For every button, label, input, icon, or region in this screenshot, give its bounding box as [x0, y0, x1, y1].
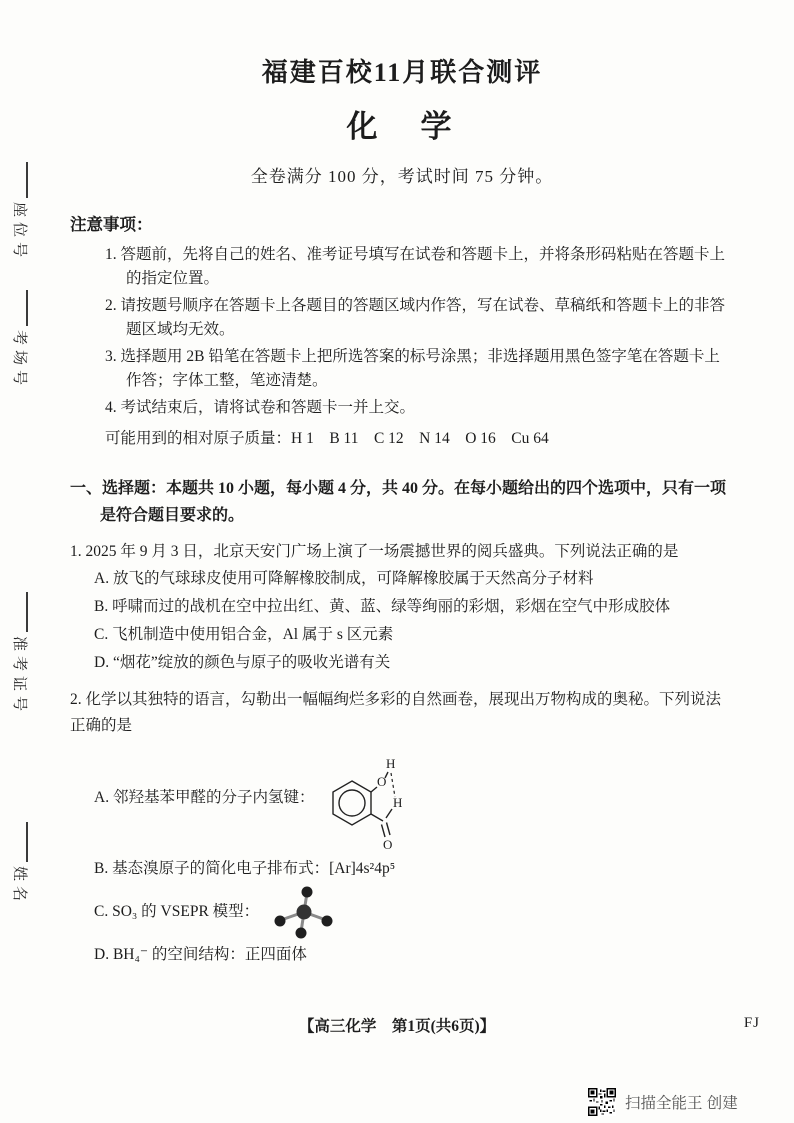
name-label: 姓名: [11, 866, 27, 907]
question1-stem: 1. 2025 年 9 月 3 日，北京天安门广场上演了一场震撼世界的阅兵盛典。下列说法正确的是: [70, 542, 679, 560]
room-number-blank-line: [26, 290, 28, 326]
admission-number-label: 准考证号: [11, 636, 27, 717]
subject-title: 化 学: [346, 109, 458, 144]
question2-option-b-label: B. 基态溴原子的简化电子排布式：: [94, 860, 330, 878]
question1-option-b: B. 呼啸而过的战机在空中拉出红、黄、蓝、绿等绚丽的彩烟，彩烟在空气中形成胶体: [94, 598, 671, 616]
watermark-text: 扫描全能王 创建: [625, 1095, 738, 1112]
question2-option-d: D. BH₄⁻ 的空间结构：正四面体: [94, 946, 307, 964]
question2-option-c: [70, 883, 734, 941]
admission-number-blank-line: [26, 592, 28, 632]
section1-header: 一、选择题：本题共 10 小题，每小题 4 分，共 40 分。在每小题给出的四个选项中，只有一项是符合题目要求的。: [70, 480, 727, 524]
seat-number-blank-line: [26, 162, 28, 198]
qr-code-icon: [588, 1088, 616, 1116]
footer-page-label: 【高三化学 第1页(共6页)】: [298, 1018, 496, 1035]
atom-label-h-mid: H: [393, 795, 403, 811]
atom-label-o-top: O: [377, 774, 387, 790]
question1-option-a: A. 放飞的气球球皮使用可降解橡胶制成，可降解橡胶属于天然高分子材料: [94, 570, 594, 588]
seat-number-label: 座位号: [11, 202, 27, 263]
question1-option-d: D. “烟花”绽放的颜色与原子的吸收光谱有关: [94, 653, 391, 671]
vsepr-ball-stick-model-diagram: [267, 883, 341, 941]
footer-paper-code: FJ: [743, 1015, 760, 1031]
question2-stem: 2. 化学以其独特的语言，勾勒出一幅幅绚烂多彩的自然画卷，展现出万物构成的奥秘。下列说法正确的是: [70, 690, 722, 735]
exam-info-line: 全卷满分 100 分，考试时间 75 分钟。: [250, 167, 554, 186]
salicylaldehyde-structure-diagram: [320, 739, 420, 855]
notice-item-1: 1. 答题前，先将自己的姓名、准考证号填写在试卷和答题卡上，并将条形码粘贴在答题卡上的指定位置。: [105, 246, 726, 288]
notice-header: 注意事项：: [70, 215, 153, 234]
question2-option-b: [70, 855, 734, 883]
question2-option-c-label: C. SO₃ 的 VSEPR 模型：: [94, 903, 260, 921]
atomic-mass-line: 可能用到的相对原子质量：H 1 B 11 C 12 N 14 O 16 Cu 64: [105, 430, 549, 448]
scanner-watermark: [588, 1088, 738, 1116]
page-content: [70, 52, 734, 969]
atom-label-h-top: H: [386, 756, 396, 772]
room-number-label: 考场号: [11, 330, 27, 391]
atom-label-o-bottom: O: [383, 837, 393, 853]
notice-item-2: 2. 请按题号顺序在答题卡上各题目的答题区域内作答，写在试卷、草稿纸和答题卡上的非答题区域均无效。: [105, 297, 726, 339]
electron-configuration-formula: [Ar]4s²4p⁵: [329, 860, 396, 878]
exam-title: 福建百校11月联合测评: [261, 58, 543, 87]
notice-item-4: 4. 考试结束后，请将试卷和答题卡一并上交。: [105, 399, 416, 417]
name-blank-line: [26, 822, 28, 862]
question2-option-a: [70, 739, 734, 855]
question2-option-a-label: A. 邻羟基苯甲醛的分子内氢键：: [94, 788, 315, 806]
question1-option-c: C. 飞机制造中使用铝合金，Al 属于 s 区元素: [94, 626, 394, 644]
page-footer: [0, 1014, 794, 1036]
notice-item-3: 3. 选择题用 2B 铅笔在答题卡上把所选答案的标号涂黑；非选择题用黑色签字笔在答题卡上作答；字体工整，笔迹清楚。: [105, 348, 720, 390]
